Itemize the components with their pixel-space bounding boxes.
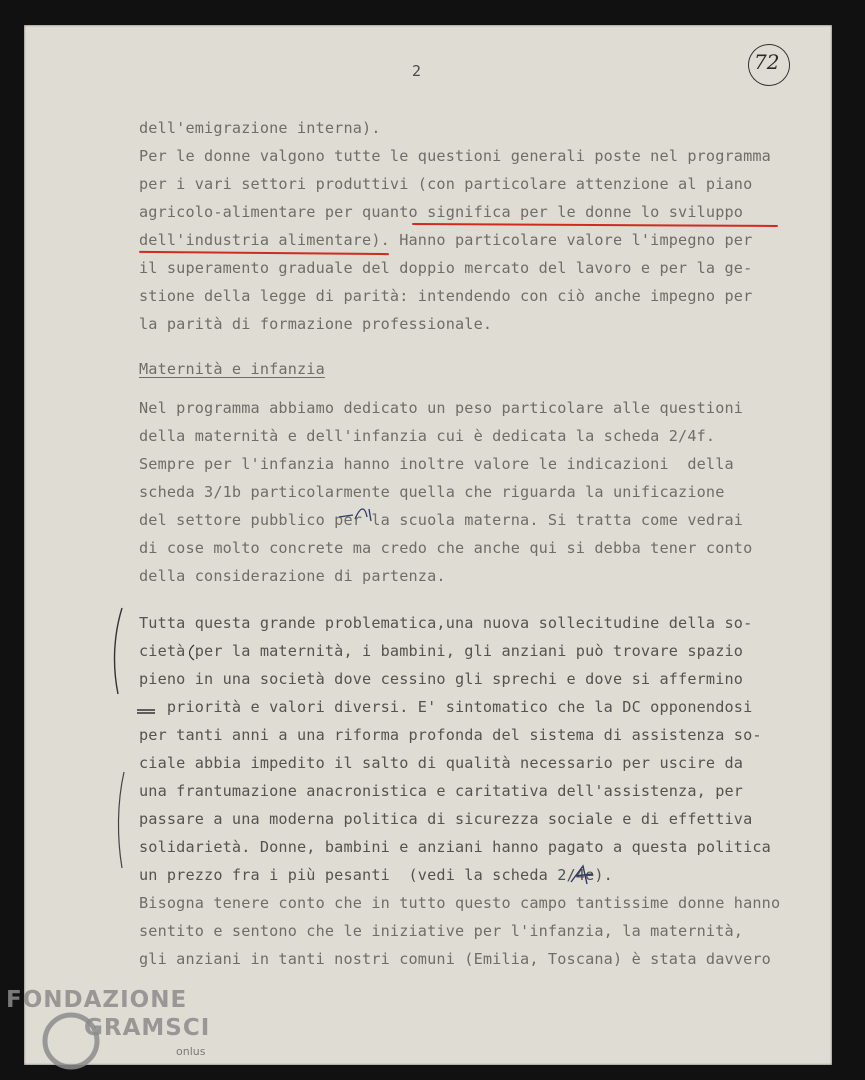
section-heading: Maternità e infanzia	[139, 360, 325, 378]
logo-line1: FONDAZIONE	[6, 987, 188, 1013]
text-line: solidarietà. Donne, bambini e anziani hanno pagato a questa politica	[139, 838, 771, 856]
text-line: di cose molto concrete ma credo che anche qui si debba tener conto	[139, 539, 753, 557]
text-line: il superamento graduale del doppio mercato del lavoro e per la ge-	[139, 259, 753, 277]
text-line: un prezzo fra i più pesanti (vedi la scheda 2/4e).	[139, 866, 613, 884]
logo-line2: GRAMSCI	[84, 1015, 211, 1041]
logo-onlus: onlus	[176, 1045, 206, 1058]
text-line: Sempre per l'infanzia hanno inoltre valore le indicazioni della	[139, 455, 734, 473]
text-line: ciale abbia impedito il salto di qualità necessario per uscire da	[139, 754, 744, 772]
text-line: dell'emigrazione interna).	[139, 119, 381, 137]
text-line: agricolo-alimentare per quanto significa per le donne lo sviluppo	[139, 203, 744, 221]
text-line: cietà per la maternità, i bambini, gli anziani può trovare spazio	[139, 642, 744, 660]
text-line: Tutta questa grande problematica,una nuova sollecitudine della so-	[139, 614, 753, 632]
text-line: scheda 3/1b particolarmente quella che riguarda la unificazione	[139, 483, 725, 501]
text-line: stione della legge di parità: intendendo con ciò anche impegno per	[139, 287, 753, 305]
text-line: la parità di formazione professionale.	[139, 315, 493, 333]
handwritten-correction-mark	[565, 862, 599, 888]
margin-bracket-mark	[108, 604, 128, 699]
page-number: 2	[412, 62, 422, 80]
text-line: pieno in una società dove cessino gli sprechi e dove si affermino	[139, 670, 744, 688]
archive-stamp-number: 72	[754, 50, 780, 74]
handwritten-comma-mark	[184, 642, 200, 662]
text-line: Per le donne valgono tutte le questioni generali poste nel programma	[139, 147, 771, 165]
handwritten-strikeout-mark	[135, 702, 157, 718]
text-line: gli anziani in tanti nostri comuni (Emilia, Toscana) è stata davvero	[139, 950, 771, 968]
handwritten-correction-mark	[335, 503, 385, 525]
text-line: dell'industria alimentare). Hanno particolare valore l'impegno per	[139, 231, 753, 249]
text-line: della maternità e dell'infanzia cui è dedicata la scheda 2/4f.	[139, 427, 716, 445]
text-line: per tanti anni a una riforma profonda del sistema di assistenza so-	[139, 726, 762, 744]
text-line: una frantumazione anacronistica e caritativa dell'assistenza, per	[139, 782, 744, 800]
text-line: del settore pubblico per la scuola materna. Si tratta come vedrai	[139, 511, 744, 529]
fondazione-gramsci-logo	[6, 987, 216, 1077]
text-line: della considerazione di partenza.	[139, 567, 446, 585]
text-line: sentito e sentono che le iniziative per l'infanzia, la maternità,	[139, 922, 744, 940]
text-line: priorità e valori diversi. E' sintomatico che la DC opponendosi	[139, 698, 753, 716]
text-line: Nel programma abbiamo dedicato un peso particolare alle questioni	[139, 399, 744, 417]
text-line: Bisogna tenere conto che in tutto questo campo tantissime donne hanno	[139, 894, 781, 912]
text-line: per i vari settori produttivi (con particolare attenzione al piano	[139, 175, 753, 193]
text-line: passare a una moderna politica di sicurezza sociale e di effettiva	[139, 810, 753, 828]
margin-bracket-mark	[112, 768, 132, 873]
